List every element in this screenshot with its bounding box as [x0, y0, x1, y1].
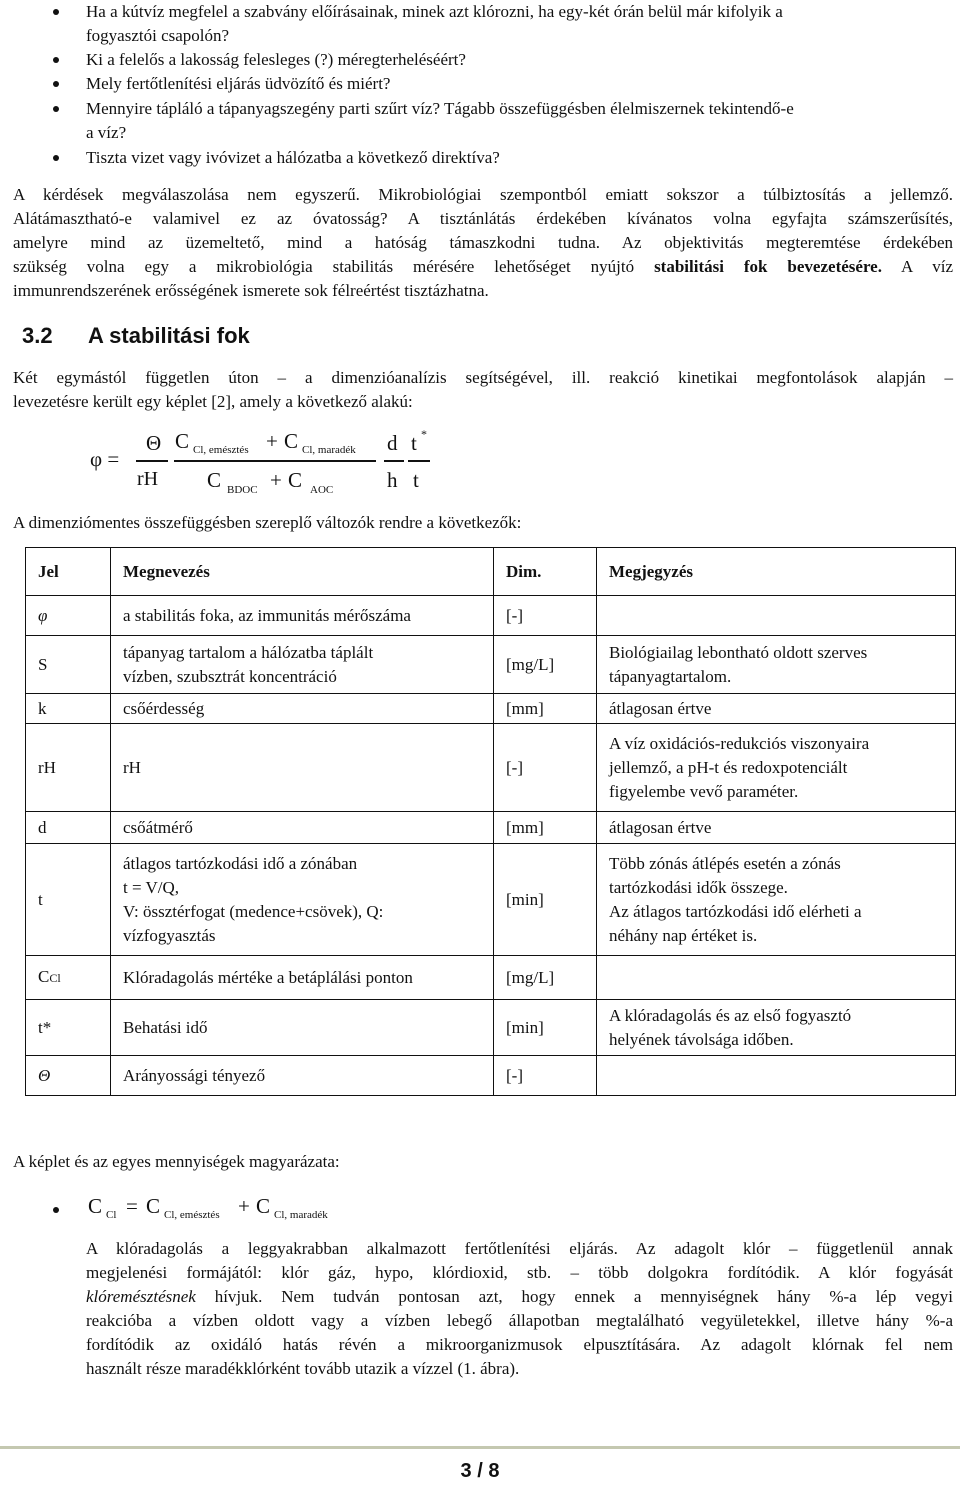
list-item: Tiszta vizet vagy ivóvizet a hálózatba a következő direktíva?	[86, 146, 952, 170]
table-row: k csőérdesség [mm] átlagosan értve	[26, 694, 956, 724]
header-jel: Jel	[26, 548, 111, 596]
section-heading: 3.2 A stabilitási fok	[22, 323, 250, 348]
header-megnevezes: Megnevezés	[111, 548, 494, 596]
table-row: Θ Arányossági tényező [-]	[26, 1056, 956, 1096]
table-row: d csőátmérő [mm] átlagosan értve	[26, 812, 956, 844]
header-megjegyzes: Megjegyzés	[597, 548, 956, 596]
stability-formula: φ = Θ rH C Cl, emésztés + C Cl, maradék C BDOC + C AOC d h t * t	[0, 0, 960, 510]
header-dim: Dim.	[494, 548, 597, 596]
table-row: φ a stabilitás foka, az immunitás mérőszáma [-]	[26, 596, 956, 636]
list-item: Ki a felelős a lakosság felesleges (?) méregterheléséért?	[86, 48, 952, 72]
paragraph-intro: A kérdések megválaszolása nem egyszerű. Mikrobiológiai szempontból emiatt sokszor a túlbiztosítás a jellemző. Alátámasztható-e valamivel ez az óvatosság? A tisztánlátás érdekében kívánatos volna egyfajta számszerűsítés, amelyre mind az üzemeltető, mind a hatóság támaszkodni tudna. Az objektivitás megteremtése érdekében szükség volna egy a mikrobiológia stabilitás mérésére lehetőséget nyújtó stabilitási fok bevezetésére. A víz immunrendszerének erősségének ismerete sok félreértést tisztázhatna.	[13, 185, 954, 300]
paragraph-variables-intro: A dimenziómentes összefüggésben szereplő változók rendre a következők:	[13, 513, 522, 532]
bold-term: stabilitási fok bevezetésére.	[654, 257, 882, 276]
table-row: S tápanyag tartalom a hálózatba táplált vízben, szubsztrát koncentráció [mg/L] Biológiailag lebontható oldott szerves tápanyagtartalom.	[26, 636, 956, 694]
table-row: CCl Klóradagolás mértéke a betáplálási ponton [mg/L]	[26, 956, 956, 1000]
table-row: rH rH [-] A víz oxidációs-redukciós viszonyaira jellemző, a pH-t és redoxpotenciált figyelembe vevő paraméter.	[26, 724, 956, 812]
table-row: t* Behatási idő [min] A klóradagolás és az első fogyasztó helyének távolsága időben.	[26, 1000, 956, 1056]
list-item: Mennyire tápláló a tápanyagszegény parti szűrt víz? Tágabb összefüggésben élelmiszernek tekintendő-e a víz?	[86, 97, 952, 145]
list-item: Ha a kútvíz megfelel a szabvány előírásainak, minek azt klórozni, ha egy-két órán belül már kifolyik a fogyasztói csapolón?	[86, 0, 952, 48]
paragraph-explanation-intro: A képlet és az egyes mennyiségek magyarázata:	[13, 1152, 340, 1171]
paragraph-formula-intro: Két egymástól független úton – a dimenzióanalízis segítségével, ill. reakció kinetikai megfontolások alapján – levezetésre került egy képlet [2], amely a következő alakú:	[13, 368, 953, 411]
chlorine-formula: C Cl = C Cl, emésztés + C Cl, maradék	[88, 1194, 328, 1221]
list-item: Mely fertőtlenítési eljárás üdvözítő és miért?	[86, 72, 952, 96]
table-row: t átlagos tartózkodási idő a zónában t = V/Q, V: össztérfogat (medence+csövek), Q: vízfogyasztás [min] Több zónás átlépés esetén a zónás tartózkodási idők összege. Az átlagos tartózkodási idő elérheti a néhány nap értéket is.	[26, 844, 956, 956]
paragraph-chlorination: A klóradagolás a leggyakrabban alkalmazott fertőtlenítési eljárás. Az adagolt klór – függetlenül annak megjelenési formájától: klór gáz, hypo, klórdioxid, stb. – több dolgokra fordítódik. A klór fogyását klóremésztésnek hívjuk. Nem tudván pontosan azt, hogy ennek a mennyiségnek hány %-a lép vegyi reakcióba a vízben oldott vagy a vízben lebegő állapotban megtalálható vegyületekkel, illetve hány %-a fordítódik az oxidáló hatás révén a mikroorganizmusok elpusztítására. Az adagolt klórnak fel nem használt része maradékklórként tovább utazik a vízzel (1. ábra).	[86, 1239, 953, 1378]
footer-divider	[0, 1446, 960, 1449]
italic-term: klóremésztésnek	[86, 1287, 196, 1306]
page-number: 3 / 8	[460, 1460, 500, 1482]
